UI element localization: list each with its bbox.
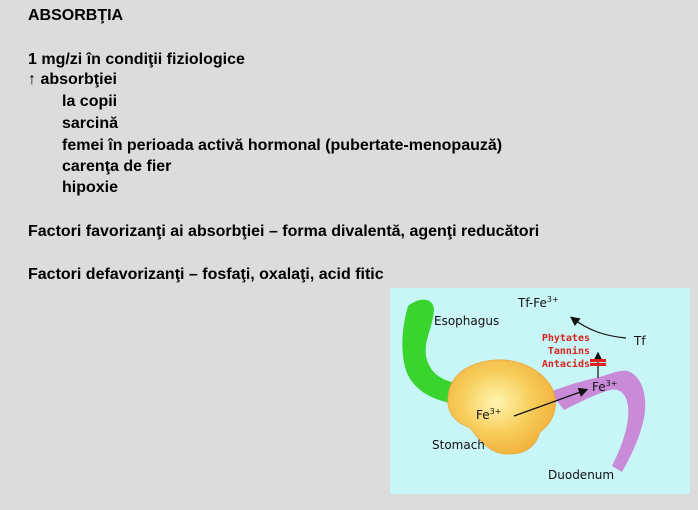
- block-bar: [590, 363, 606, 366]
- increase-heading: ↑ absorbţiei: [28, 71, 117, 88]
- iron-absorption-diagram: [390, 288, 690, 494]
- tf-fe3-label: $Tf-Fe^{3+}$: [518, 295, 559, 310]
- inhibitor-antacids: Antacids: [541, 359, 590, 370]
- esophagus-label: Esophagus: [434, 314, 500, 328]
- increase-item: la copii: [62, 93, 118, 110]
- fe3-duodenum-label: $Fe^{3+}$: [592, 379, 618, 394]
- favoring-factors: Factori favorizanţi ai absorbţiei – forma divalentă, agenţi reducători: [28, 223, 540, 240]
- duodenum-label: Duodenum: [548, 468, 615, 482]
- slide-title: ABSORBŢIA: [28, 7, 124, 24]
- increase-item: sarcină: [62, 115, 119, 132]
- inhibitor-phytates: Phytates: [541, 333, 590, 344]
- stomach-label: Stomach: [432, 438, 485, 452]
- increase-item: hipoxie: [62, 179, 119, 196]
- inhibitor-tannins: Tannins: [547, 346, 590, 357]
- increase-item: femei în perioada activă hormonal (pubertate-menopauză): [62, 137, 503, 154]
- increase-item: carenţa de fier: [62, 158, 172, 175]
- tf-label: Tf: [634, 334, 646, 348]
- intake-line: 1 mg/zi în condiţii fiziologice: [28, 51, 245, 68]
- block-bar: [590, 359, 606, 362]
- unfavoring-factors: Factori defavorizanţi – fosfaţi, oxalaţi, acid fitic: [28, 266, 384, 283]
- fe3-stomach-label: $Fe^{3+}$: [476, 407, 502, 422]
